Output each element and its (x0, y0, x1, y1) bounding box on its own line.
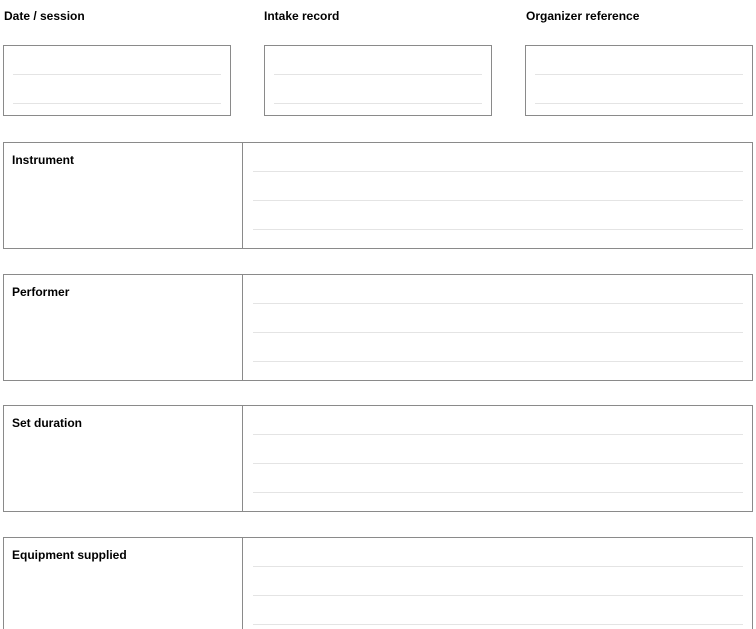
rule-line (253, 595, 743, 596)
equipment-supplied-label: Equipment supplied (12, 548, 127, 562)
rule-line (253, 492, 743, 493)
set-duration-label: Set duration (12, 416, 83, 430)
equipment-supplied-label-cell (4, 538, 243, 629)
organizer-reference-label: Organizer reference (526, 9, 640, 23)
rule-line (253, 200, 743, 201)
performer-row (3, 274, 753, 381)
rule-line (253, 361, 743, 362)
performer-label-cell (4, 275, 243, 380)
rule-line (535, 74, 743, 75)
instrument-label: Instrument (12, 153, 75, 167)
rule-line (274, 103, 482, 104)
instrument-row (3, 142, 753, 249)
rule-line (13, 103, 221, 104)
rule-line (253, 171, 743, 172)
set-duration-field[interactable] (244, 406, 752, 511)
instrument-label-cell (4, 143, 243, 248)
rule-line (274, 74, 482, 75)
rule-line (253, 566, 743, 567)
equipment-supplied-row (3, 537, 753, 629)
instrument-field[interactable] (244, 143, 752, 248)
set-duration-label-cell (4, 406, 243, 511)
performer-field[interactable] (244, 275, 752, 380)
rule-line (253, 624, 743, 625)
rule-line (253, 463, 743, 464)
intake-record-label: Intake record (264, 9, 340, 23)
rule-line (253, 332, 743, 333)
rule-line (253, 303, 743, 304)
performer-label: Performer (12, 285, 70, 299)
organizer-reference-field[interactable] (525, 45, 753, 116)
set-duration-row (3, 405, 753, 512)
date-session-field[interactable] (3, 45, 231, 116)
intake-record-field[interactable] (264, 45, 492, 116)
rule-line (253, 229, 743, 230)
rule-line (253, 434, 743, 435)
rule-line (13, 74, 221, 75)
date-session-label: Date / session (4, 9, 85, 23)
equipment-supplied-field[interactable] (244, 538, 752, 629)
rule-line (535, 103, 743, 104)
